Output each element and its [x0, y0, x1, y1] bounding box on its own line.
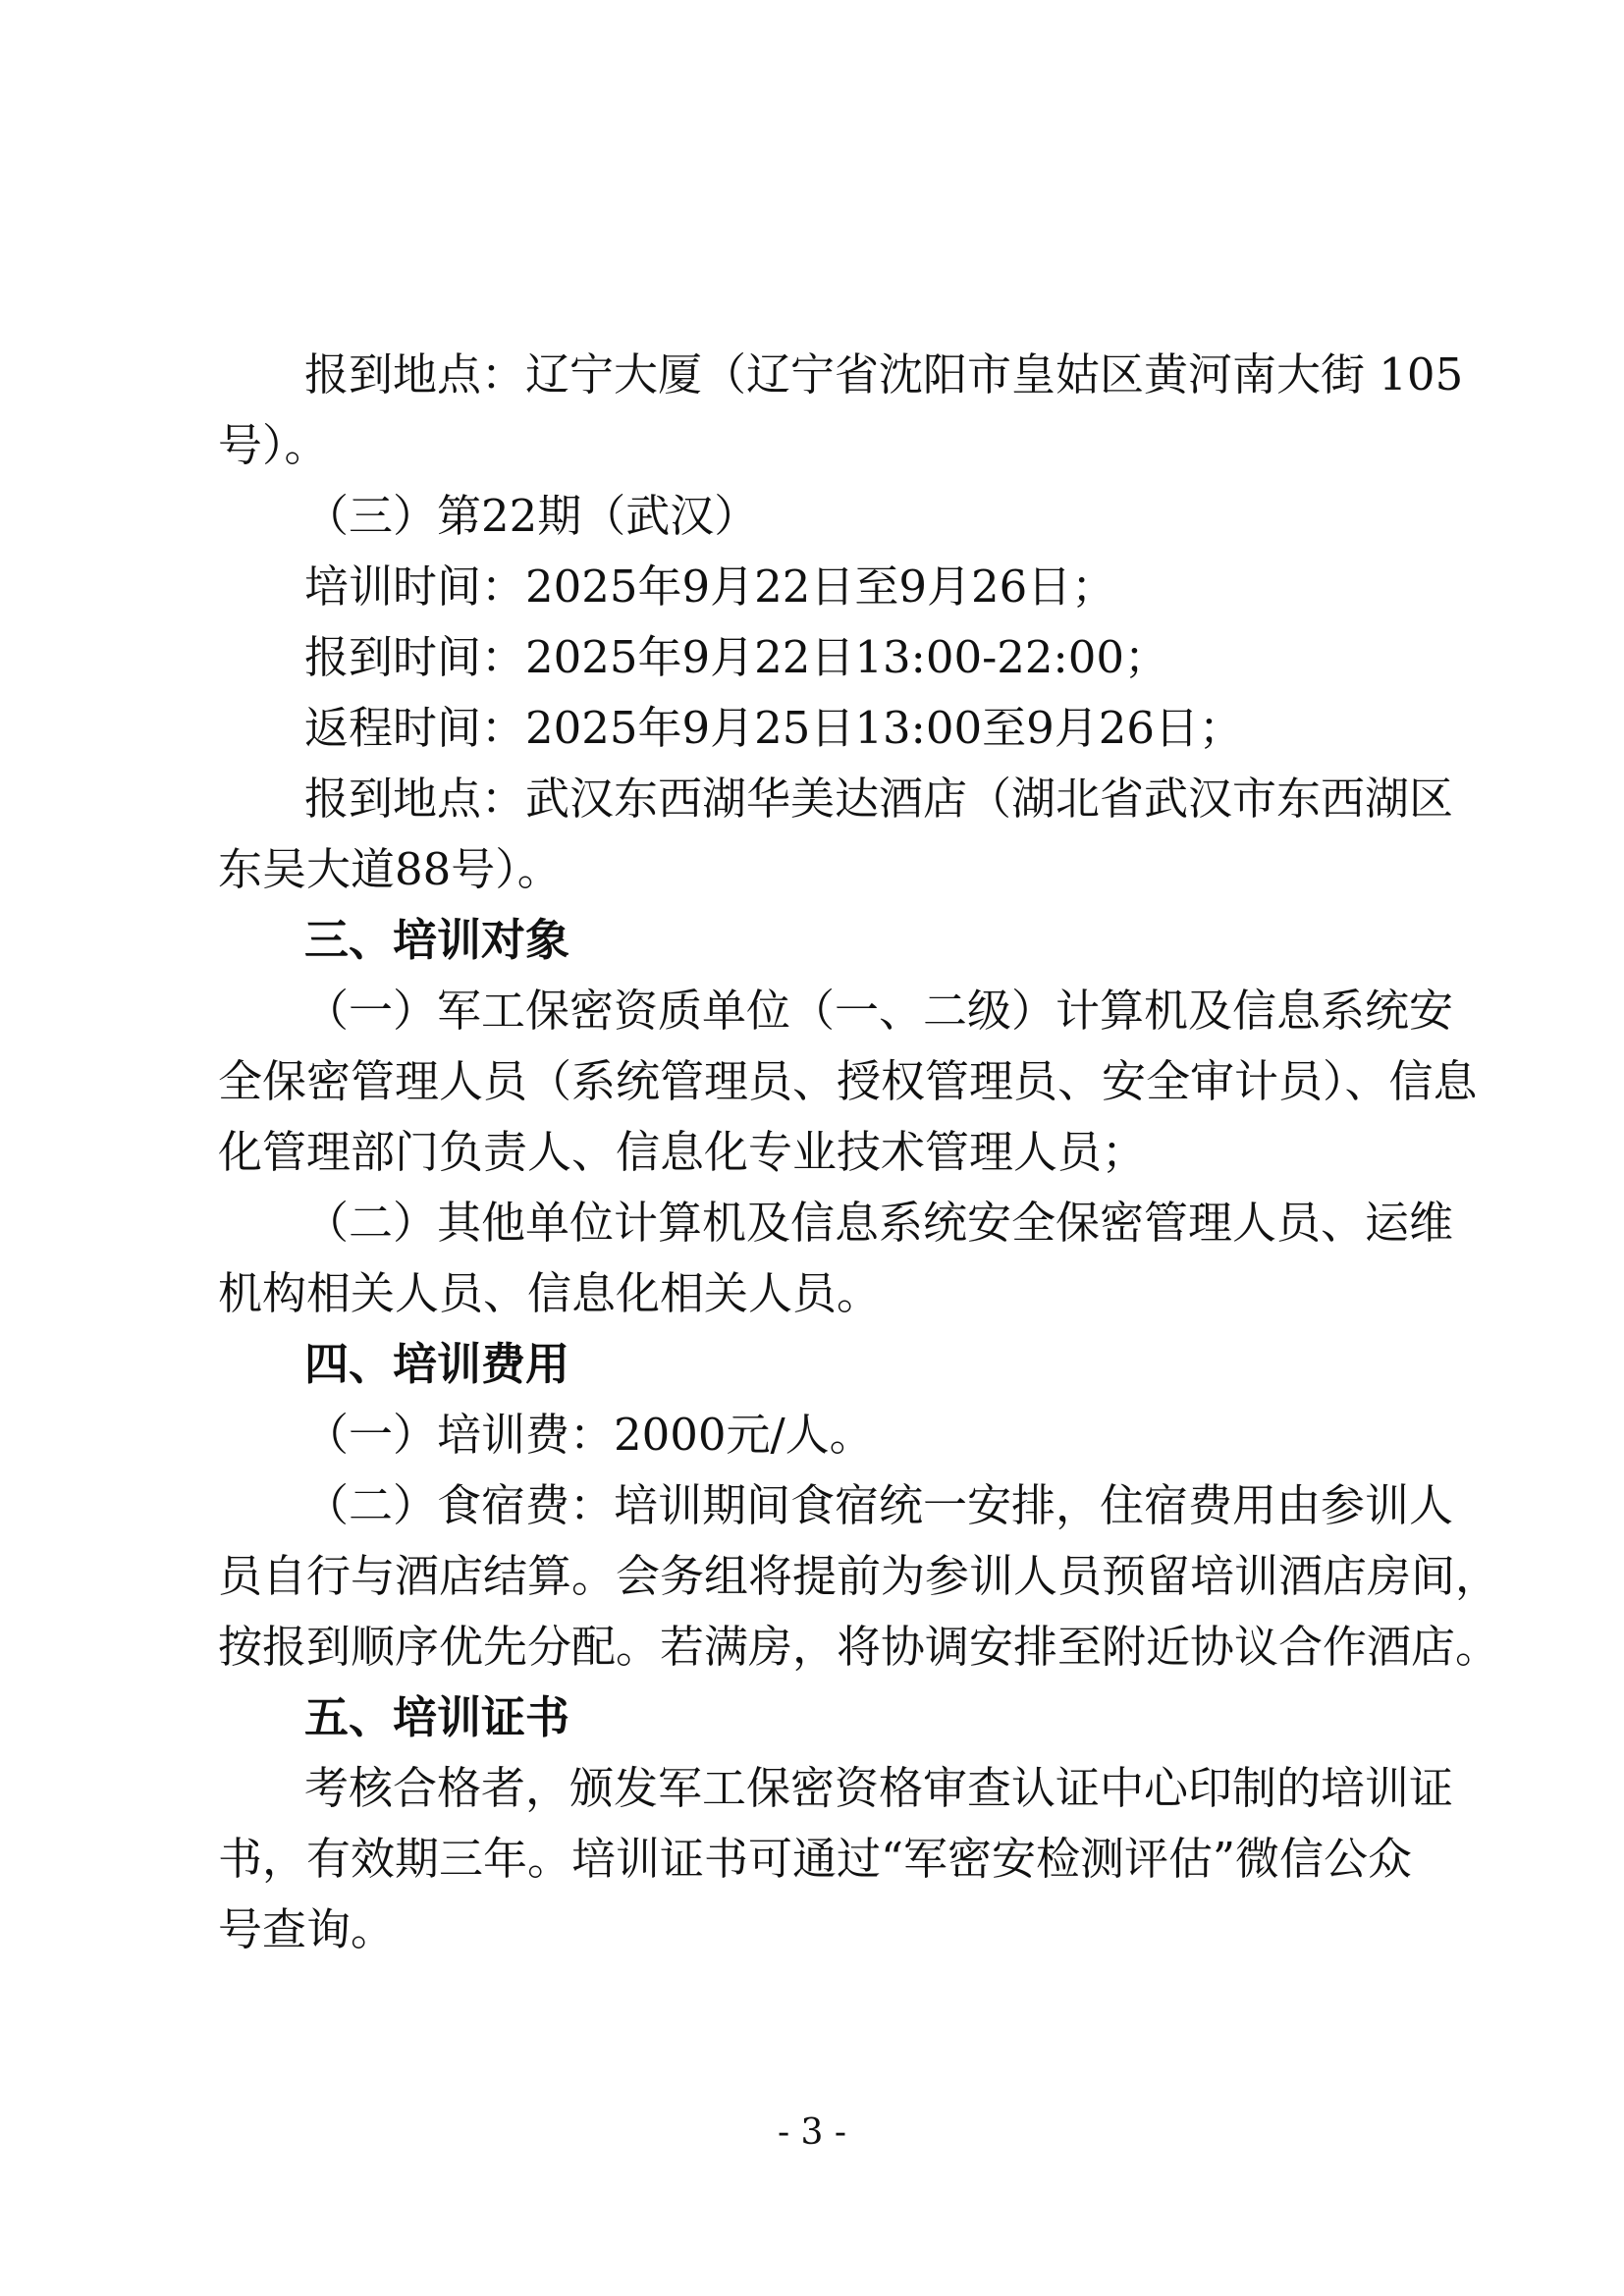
fees-item-2-line-2: 员自行与酒店结算。会务组将提前为参训人员预留培训酒店房间，	[218, 1550, 1500, 1602]
line-registration-location-wuhan: 报到地点：武汉东西湖华美达酒店（湖北省武汉市东西湖区	[304, 773, 1454, 825]
line-return-time: 返程时间：2025年9月25日13:00至9月26日；	[304, 702, 1243, 754]
line-registration-location-shenyang: 报到地点：辽宁大厦（辽宁省沈阳市皇姑区黄河南大街 105	[304, 348, 1464, 400]
trainees-item-1-line-2: 全保密管理人员（系统管理员、授权管理员、安全审计员）、信息	[218, 1055, 1478, 1107]
certificate-line-2: 书，有效期三年。培训证书可通过“军密安检测评估”微信公众	[218, 1833, 1413, 1885]
trainees-item-2-line-2: 机构相关人员、信息化相关人员。	[218, 1267, 882, 1319]
fees-item-2-line-1: （二）食宿费：培训期间食宿统一安排，住宿费用由参训人	[304, 1479, 1454, 1531]
line-registration-time: 报到时间：2025年9月22日13:00-22:00；	[304, 631, 1168, 683]
line-registration-location-shenyang-cont: 号）。	[218, 419, 329, 471]
section-heading-certificate: 五、培训证书	[304, 1691, 570, 1743]
session-22-heading: （三）第22期（武汉）	[304, 490, 759, 542]
line-registration-location-wuhan-cont: 东吴大道88号）。	[218, 843, 562, 895]
trainees-item-1-line-1: （一）军工保密资质单位（一、二级）计算机及信息系统安	[304, 985, 1454, 1037]
certificate-line-3: 号查询。	[218, 1903, 396, 1955]
fees-item-2-line-3: 按报到顺序优先分配。若满房，将协调安排至附近协议合作酒店。	[218, 1621, 1500, 1673]
section-heading-fees: 四、培训费用	[304, 1338, 570, 1390]
line-training-time: 培训时间：2025年9月22日至9月26日；	[304, 561, 1116, 613]
page-number: - 3 -	[777, 2112, 847, 2153]
section-heading-trainees: 三、培训对象	[304, 914, 570, 966]
certificate-line-1: 考核合格者，颁发军工保密资格审查认证中心印制的培训证	[304, 1762, 1454, 1814]
trainees-item-1-line-3: 化管理部门负责人、信息化专业技术管理人员；	[218, 1126, 1147, 1178]
fees-item-1: （一）培训费：2000元/人。	[304, 1409, 874, 1461]
trainees-item-2-line-1: （二）其他单位计算机及信息系统安全保密管理人员、运维	[304, 1197, 1454, 1249]
